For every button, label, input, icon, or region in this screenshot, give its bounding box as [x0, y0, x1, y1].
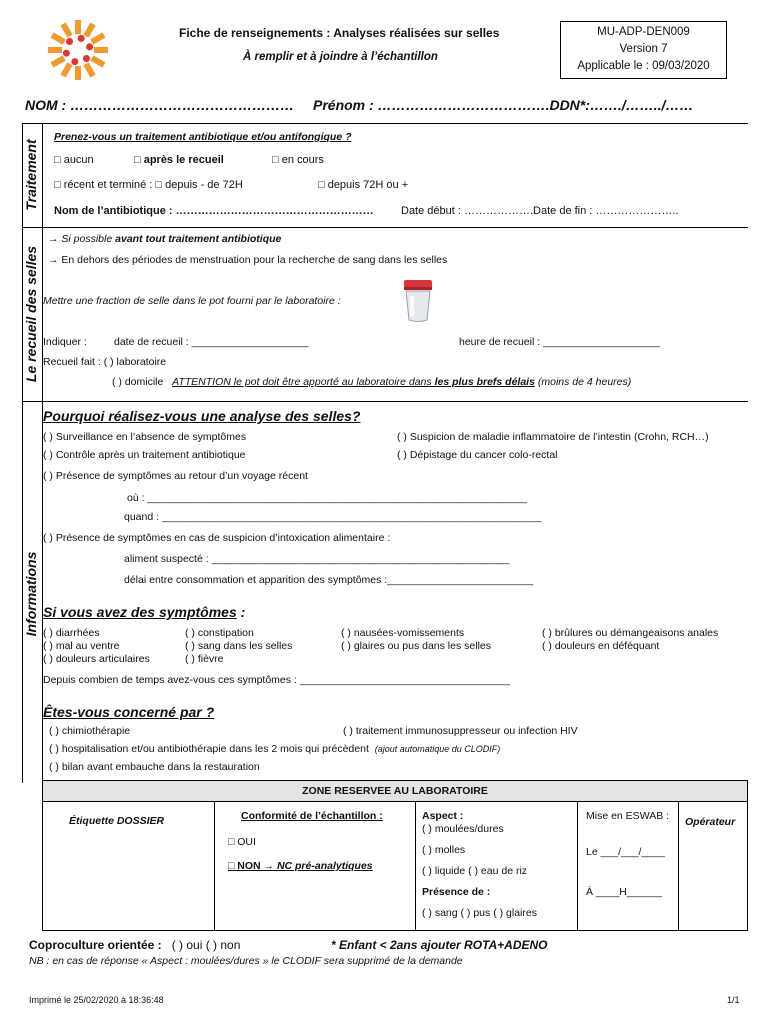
labo-conformite-cell	[214, 801, 416, 931]
checkbox-recent-termine[interactable]: □ récent et terminé : □ depuis - de 72H	[54, 179, 243, 191]
symptom-diarrhees[interactable]: ( ) diarrhées	[43, 627, 100, 639]
specimen-pot-image	[400, 278, 436, 324]
presence-label: Présence de :	[422, 886, 491, 898]
eswab-date-field[interactable]: Le ___/___/____	[586, 846, 665, 858]
symptomes-col-4	[542, 627, 718, 653]
aspect-moulees[interactable]: ( ) moulées/dures	[422, 823, 504, 835]
form-title: Fiche de renseignements : Analyses réalisées sur selles	[179, 26, 500, 40]
option-hospitalisation[interactable]: ( ) hospitalisation et/ou antibiothérapie dans les 2 mois qui précèdent (ajout automatique du CLODIF)	[49, 743, 501, 755]
antibiotique-name-field[interactable]: Nom de l’antibiotique : ………………………………………………	[54, 205, 374, 217]
conformite-label: Conformité de l’échantillon :	[241, 810, 383, 822]
option-retour-voyage[interactable]: ( ) Présence de symptômes au retour d’un voyage récent	[43, 470, 308, 482]
labo-etiquette-cell	[42, 801, 215, 931]
checkbox-depuis-72h-plus[interactable]: □ depuis 72H ou +	[318, 179, 409, 191]
option-immunosuppresseur[interactable]: ( ) traitement immunosuppresseur ou infection HIV	[343, 725, 578, 737]
enfant-note: * Enfant < 2ans ajouter ROTA+ADENO	[331, 938, 548, 952]
date-recueil-field[interactable]: date de recueil : ____________________	[114, 336, 309, 348]
eswab-label: Mise en ESWAB :	[586, 810, 670, 822]
conformite-oui-checkbox[interactable]: □ OUI	[228, 836, 256, 848]
symptom-douleurs-defequant[interactable]: ( ) douleurs en déféquant	[542, 640, 660, 652]
print-timestamp: Imprimé le 25/02/2020 à 18:36:48	[29, 995, 164, 1005]
option-chimiotherapie[interactable]: ( ) chimiothérapie	[49, 725, 131, 737]
checkbox-apres-recueil[interactable]: □ après le recueil	[134, 154, 224, 166]
prenom-ddn-field[interactable]: Prénom : ……………………………….DDN*:……./……../……	[313, 97, 694, 113]
nom-field[interactable]: NOM : …………………………………………	[25, 97, 295, 113]
conformite-non-checkbox[interactable]: □ NON → NC pré-analytiques	[228, 860, 373, 872]
form-subtitle: À remplir et à joindre à l’échantillon	[243, 51, 438, 63]
eswab-heure-field[interactable]: À ____H______	[586, 886, 662, 898]
aspect-label: Aspect :	[422, 810, 464, 822]
pourquoi-heading: Pourquoi réalisez-vous une analyse des selles?	[43, 408, 361, 424]
logo	[46, 18, 110, 82]
symptom-mal-au-ventre[interactable]: ( ) mal au ventre	[43, 640, 120, 652]
coproculture-options[interactable]: ( ) oui ( ) non	[171, 938, 241, 952]
symptom-nausees[interactable]: ( ) nausées-vomissements	[341, 627, 465, 639]
treatment-dates-field[interactable]: Date début : ……………….Date de fin : …………………..	[401, 205, 679, 217]
labo-operateur-cell	[678, 801, 748, 931]
operateur-label: Opérateur	[685, 816, 736, 828]
concerne-heading: Êtes-vous concerné par ?	[43, 704, 215, 720]
symptom-sang-selles[interactable]: ( ) sang dans les selles	[185, 640, 293, 652]
option-bilan-embauche[interactable]: ( ) bilan avant embauche dans la restauration	[49, 761, 260, 773]
section-label-recueil: Le recueil des selles	[23, 245, 39, 383]
recueil-domicile-option[interactable]: ( ) domicile ATTENTION le pot doit être apporté au laboratoire dans les plus brefs délais (moins de 4 heures)	[112, 376, 632, 388]
checkbox-en-cours[interactable]: □ en cours	[272, 154, 324, 166]
sun-logo-icon	[46, 18, 110, 82]
labo-zone-header	[42, 780, 748, 802]
delai-symptomes-field[interactable]: délai entre consommation et apparition des symptômes :_________________________	[124, 574, 534, 586]
symptom-glaires-pus[interactable]: ( ) glaires ou pus dans les selles	[341, 640, 491, 652]
aliment-suspecte-field[interactable]: aliment suspecté : ___________________________________________________	[124, 553, 510, 565]
symptomes-col-1	[43, 627, 150, 666]
option-surveillance[interactable]: ( ) Surveillance en l’absence de symptômes	[43, 431, 247, 443]
symptom-fievre[interactable]: ( ) fièvre	[185, 653, 224, 665]
symptom-douleurs-articulaires[interactable]: ( ) douleurs articulaires	[43, 653, 150, 665]
doc-applicable-date: Applicable le : 09/03/2020	[577, 60, 710, 72]
voyage-quand-field[interactable]: quand : _________________________________________________________________	[124, 511, 542, 523]
aspect-molles[interactable]: ( ) molles	[422, 844, 466, 856]
doc-version: Version 7	[619, 43, 668, 55]
recueil-pot-instruction: Mettre une fraction de selle dans le pot fourni par le laboratoire :	[43, 295, 341, 307]
option-controle-antibiotique[interactable]: ( ) Contrôle après un traitement antibiotique	[43, 449, 246, 461]
checkbox-aucun[interactable]: □ aucun	[54, 154, 94, 166]
labo-aspect-cell	[415, 801, 578, 931]
labo-zone-title: ZONE RESERVEE AU LABORATOIRE	[302, 785, 488, 797]
symptomes-col-3	[341, 627, 491, 653]
etiquette-dossier-label: Étiquette DOSSIER	[69, 815, 165, 827]
option-depistage-cancer[interactable]: ( ) Dépistage du cancer colo-rectal	[397, 449, 558, 461]
presence-options[interactable]: ( ) sang ( ) pus ( ) glaires	[422, 907, 537, 919]
section-divider-1	[22, 227, 748, 228]
recueil-instruction-2: → En dehors des périodes de menstruation pour la recherche de sang dans les selles	[48, 254, 448, 266]
symptomes-col-2	[185, 627, 292, 666]
frame-top-line	[22, 123, 748, 124]
coproculture-line: Coproculture orientée : ( ) oui ( ) non	[29, 938, 241, 952]
option-intoxication[interactable]: ( ) Présence de symptômes en cas de suspicion d’intoxication alimentaire :	[43, 532, 391, 544]
page-number: 1/1	[727, 995, 740, 1005]
heure-recueil-field[interactable]: heure de recueil : ____________________	[459, 336, 660, 348]
aspect-liquide[interactable]: ( ) liquide ( ) eau de riz	[422, 865, 528, 877]
section-label-informations: Informations	[23, 551, 39, 637]
duree-symptomes-field[interactable]: Depuis combien de temps avez-vous ces symptômes : ____________________________________	[43, 674, 510, 686]
specimen-pot-icon	[400, 278, 436, 324]
doc-code: MU-ADP-DEN009	[597, 26, 690, 38]
symptom-brulures-anales[interactable]: ( ) brûlures ou démangeaisons anales	[542, 627, 719, 639]
section-label-traitement: Traitement	[23, 139, 39, 211]
section-divider-2	[22, 401, 748, 402]
labo-eswab-cell	[577, 801, 679, 931]
traitement-question: Prenez-vous un traitement antibiotique et/ou antifongique ?	[54, 131, 352, 143]
symptom-constipation[interactable]: ( ) constipation	[185, 627, 254, 639]
document-ref-box	[560, 21, 727, 79]
symptomes-heading: Si vous avez des symptômes :	[43, 604, 246, 620]
nb-note: NB : en cas de réponse « Aspect : moulées/dures » le CLODIF sera supprimé de la demande	[29, 955, 463, 967]
indiquer-label: Indiquer :	[43, 336, 87, 348]
voyage-ou-field[interactable]: où : _________________________________________________________________	[127, 492, 528, 504]
recueil-instruction-1: → Si possible avant tout traitement antibiotique	[48, 233, 282, 245]
option-suspicion-mici[interactable]: ( ) Suspicion de maladie inflammatoire de l’intestin (Crohn, RCH…)	[397, 431, 709, 443]
recueil-laboratoire-option[interactable]: Recueil fait : ( ) laboratoire	[43, 356, 167, 368]
